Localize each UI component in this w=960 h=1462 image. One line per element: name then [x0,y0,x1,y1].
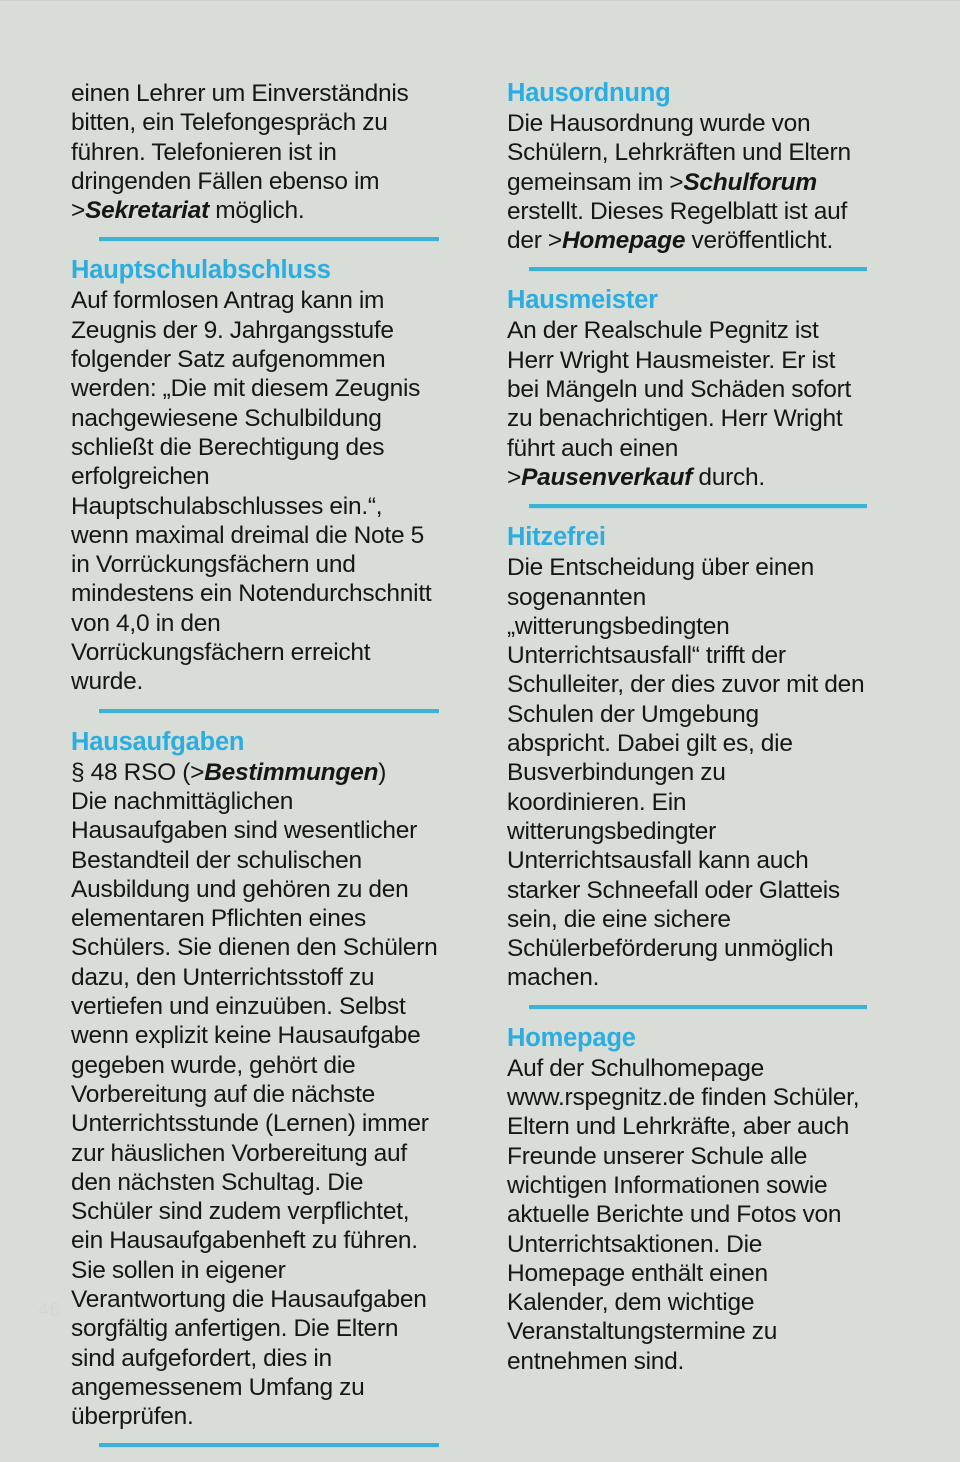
two-column-layout [0,79,960,1462]
body-paragraph [71,787,439,1432]
section-hitzefrei [507,523,867,992]
text-run: veröffentlicht. [685,227,834,255]
cross-reference: Schulforum [683,168,817,196]
text-run: Auf der Schulhomepage www.rspegnitz.de finden Schüler, Eltern und Lehrkräfte, aber auch Freunde unserer Schule alle wichtigen Informationen sowie aktuelle Berichte und Fotos von Unterrichtsaktionen. Die Homepage enthält einen Kalender, dem wichtige Veranstaltungstermine zu entnehmen sind. [507,1054,860,1375]
section-divider [529,504,867,509]
right-column [480,79,960,1462]
cross-reference: Pausenverkauf [521,463,693,491]
section-hauptschulabschluss [71,256,439,696]
text-run: erstellt. Dieses Regelblatt ist auf der > [507,197,848,255]
section-divider [99,1443,439,1448]
section-divider [99,237,439,242]
section-heading: Hitzefrei [507,523,606,552]
cross-reference: Bestimmungen [204,758,379,786]
text-run: durch. [692,463,765,491]
body-paragraph [507,316,867,492]
body-paragraph [507,1054,867,1376]
cross-reference: Sekretariat [85,197,209,225]
section-heading: Hauptschulabschluss [71,256,331,285]
left-column [0,79,480,1462]
section-divider [529,267,867,272]
section-hausmeister [507,286,867,492]
text-run: ) [378,758,387,786]
section-homepage [507,1024,867,1376]
text-run: An der Realschule Pegnitz ist Herr Wright Hausmeister. Er ist bei Mängeln und Schäden sofort zu benachrichtigen. Herr Wright führt auch einen > [507,317,852,491]
text-run: Die Entscheidung über einen sogenannten „witterungsbedingten Unterrichtsausfall“ trifft der Schulleiter, der dies zuvor mit den Schulen der Umgebung abspricht. Dabei gilt es, die Busverbindungen zu koordinieren. Ein witterungsbedingter Unterrichtsausfall kann auch starker Schneefall oder Glatteis sein, die eine sichere Schülerbeförderung unmöglich machen. [507,554,865,992]
body-paragraph [507,553,867,992]
section-heading: Homepage [507,1023,636,1052]
section-hausaufgaben [71,728,439,1432]
body-paragraph [71,758,439,787]
body-paragraph [71,79,439,225]
text-run: einen Lehrer um Einverständnis bitten, ein Telefongespräch zu führen. Telefonieren ist in dringenden Fällen ebenso im > [71,80,409,225]
text-run: § 48 RSO (> [71,758,205,786]
body-paragraph [507,109,867,255]
section-hausordnung [507,79,867,255]
section-heading: Hausmeister [507,286,658,315]
text-run: Die nachmittäglichen Hausaufgaben sind wesentlicher Bestandteil der schulischen Ausbildung und gehören zu den elementaren Pflichten eines Schülers. Sie dienen den Schülern dazu, den Unterrichtsstoff zu vertiefen und einzuüben. Selbst wenn explizit keine Hausaufgabe gegeben wurde, gehört die Vorbereitung auf die nächste Unterrichtsstunde (Lernen) immer zur häuslichen Vorbereitung auf den nächsten Schultag. Die Schüler sind zudem verpflichtet, ein Hausaufgabenheft zu führen. Sie sollen in eigener Verantwortung die Hausaufgaben sorgfältig anfertigen. Die Eltern sind aufgefordert, dies in angemessenem Umfang zu überprüfen. [71,787,438,1431]
section-continuation [71,79,439,225]
text-run: Auf formlosen Antrag kann im Zeugnis der 9. Jahrgangsstufe folgender Satz aufgenommen werden: „Die mit diesem Zeugnis nachgewiesene Schulbildung schließt die Berechtigung des erfolgreichen Hauptschulabschlusses ein.“, wenn maximal dreimal die Note 5 in Vorrückungsfächern und mindestens ein Notendurchschnitt von 4,0 in den Vorrückungsfächern erreicht wurde. [71,287,432,696]
text-run: Die Hausordnung wurde von Schülern, Lehrkräften und Eltern gemeinsam im > [507,110,851,196]
page-number: 46 [38,1300,62,1321]
section-divider [529,1005,867,1010]
text-run: möglich. [208,197,305,225]
cross-reference: Homepage [561,227,686,255]
body-paragraph [71,286,439,696]
section-heading: Hausordnung [507,79,671,107]
section-divider [99,709,439,714]
section-heading: Hausaufgaben [71,727,245,756]
